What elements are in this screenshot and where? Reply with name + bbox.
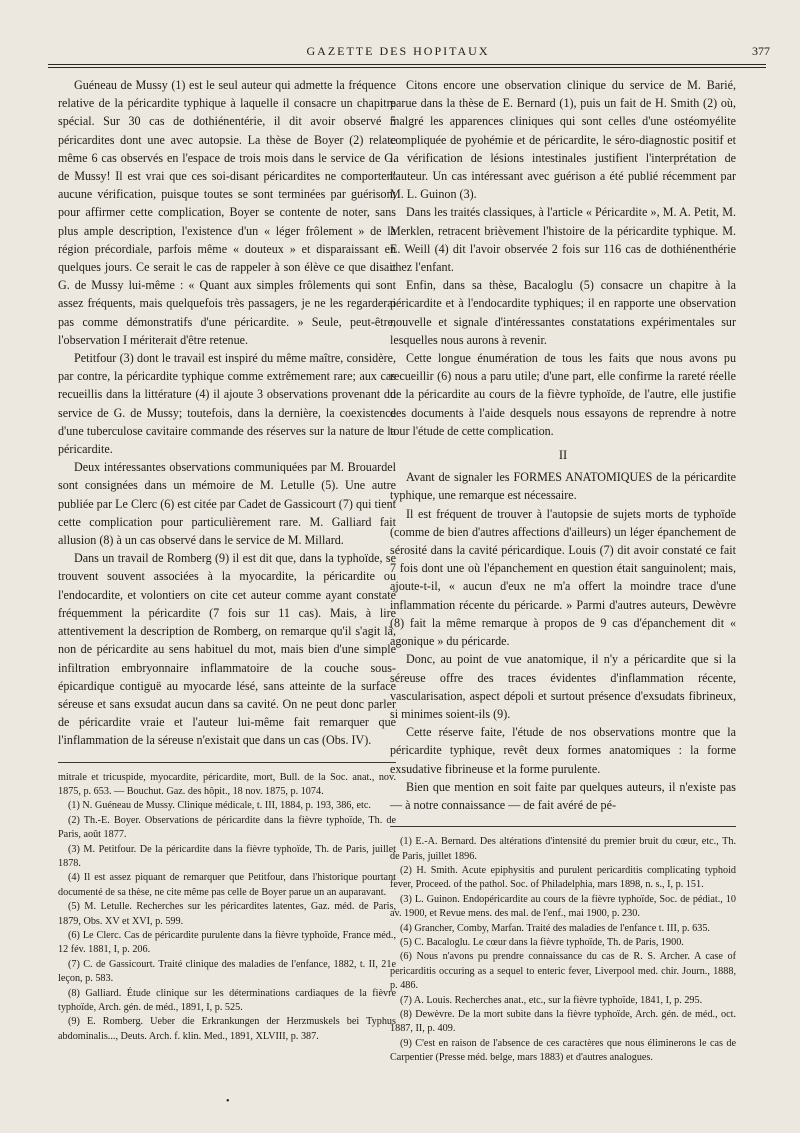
footnote: (7) A. Louis. Recherches anat., etc., sur la fièvre typhoïde, 1841, I, p. 295. [400, 994, 703, 1006]
footnote: (2) H. Smith. Acute epiphysitis and purulent pericarditis complicating typhoid fever, Proceed. of the pathol. Soc. of Philadelphia, mars 1898, n. s., I, p. 151. [390, 864, 736, 891]
paragraph: Cette longue énumération de tous les faits que nous avons pu recueillir (6) nous a paru utile; d'une part, elle confirme la rareté réelle de la péricardite au cours de la fièvre typhoïde, de l'autre, elle justifie des documents à l'aide desquels nous essayons de reprendre à notre tour l'étude de cette complication. [390, 351, 736, 438]
footnote: mitrale et tricuspide, myocardite, péricardite, mort, Bull. de la Soc. anat., nov. 1875, p. 653. — Bouchut. Gaz. des hôpit., 18 nov. 1875, p. 1074. [58, 771, 396, 797]
footnote: (8) Dewèvre. De la mort subite dans la fièvre typhoïde, Arch. gén. de méd., oct. 1887, II, p. 409. [390, 1009, 736, 1035]
paragraph: Guéneau de Mussy (1) est le seul auteur qui admette la fréquence relative de la péricardite typhique à laquelle il consacre un chapitre spécial. Sur 30 cas de dothiénentérie, il dit avoir observé 5 péricardites dont une avec autopsie. La thèse de Boyer (2) relate même 6 cas observés en l'espace de trois mois dans le service de G. de Mussy! Il est vrai que ces soi-disant péricardites ne comportent aucune vérification, puisque toutes se sont terminées par guérison; pour affirmer cette complication, Boyer se contente de noter, sans plus ample description, l'existence d'un « léger frôlement » de la région précordiale, parfois même « douteux » et disparaissant en quelques jours. Ce serait le cas de rappeler à son élève ce que disait G. de Mussy lui-même : « Quant aux simples frôlements qui sont assez fréquents, mais quelquefois très passagers, je ne les regarderai pas comme démonstratifs d'une péricardite. » Seule, peut-être, l'observation I mériterait d'être retenue. [58, 78, 396, 347]
paragraph: Citons encore une observation clinique du service de M. Barié, parue dans la thèse de E. Bernard (1), puis un fait de H. Smith (2) où, malgré les apparences cliniques qui sont celles d'une ostéomyélite compliquée de pyohémie et de péricardite, le séro-diagnostic positif et la vérification de lésions intestinales justifient l'interprétation de l'auteur. Un cas intéressant avec guérison a été publié récemment par M. L. Guinon (3). [390, 78, 736, 202]
footnote: (6) Le Clerc. Cas de péricardite purulente dans la fièvre typhoïde, France méd., 12 fév. 1881, I, p. 206. [58, 929, 396, 956]
footnote: (1) N. Guéneau de Mussy. Clinique médicale, t. III, 1884, p. 193, 386, etc. [68, 800, 371, 812]
footnote: (9) E. Romberg. Ueber die Erkrankungen der Herzmuskels bei Typhus abdominalis..., Deuts. Arch. f. klin. Med., 1891, XLVIII, p. 387. [58, 1016, 396, 1042]
footnote: (2) Th.-E. Boyer. Observations de péricardite dans la fièvre typhoïde, Th. de Paris, août 1877. [58, 814, 396, 841]
footnote: (3) M. Petitfour. De la péricardite dans la fièvre typhoïde, Th. de Paris, juillet 1878. [58, 843, 396, 869]
footnote: (4) Il est assez piquant de remarquer que Petitfour, dans l'historique pourtant documenté de sa thèse, ne cite même pas celle de Boyer parue un an auparavant. [58, 872, 396, 898]
paragraph: Deux intéressantes observations communiquées par M. Brouardel sont consignées dans un mémoire de M. Letulle (5). Une autre publiée par Le Clerc (6) est citée par Cadet de Gassicourt (7) qui tient cette complication pour particulièrement rare. M. Galliard fait allusion (8) à un cas observé dans le service de M. Millard. [58, 460, 396, 548]
footnote: (5) C. Bacaloglu. Le cœur dans la fièvre typhoïde, Th. de Paris, 1900. [400, 936, 684, 948]
paragraph: Il est fréquent de trouver à l'autopsie de sujets morts de typhoïde (comme de bien d'autres affections d'ailleurs) un léger épanchement de sérosité dans la cavité péricardique. Louis (7) dit avoir constaté ce fait 7 fois dont une où l'épanchement en question était sanguinolent; mais, ajoute-t-il, « aucun d'eux ne m'a offert la moindre trace d'une inflammation récente du péricarde. » Parmi d'autres auteurs, Dewèvre (8) fait la même remarque à propos de 9 cas d'épanchement dit « agonique » du péricarde. [390, 506, 736, 649]
left-column [58, 76, 396, 1044]
paragraph: Cette réserve faite, l'étude de nos observations montre que la péricardite typhique, revêt deux formes anatomiques : la forme exsudative fibrineuse et la forme purulente. [390, 725, 736, 776]
footnotes-left [58, 771, 396, 1045]
header-rule [48, 64, 766, 68]
paragraph: Bien que mention en soit faite par quelques auteurs, il n'existe pas — à notre connaissance — de fait avéré de pé- [390, 779, 736, 812]
footnote-rule [390, 826, 736, 827]
running-title: GAZETTE DES HOPITAUX [306, 44, 490, 58]
footnote-rule [58, 762, 396, 763]
page-number: 377 [752, 44, 770, 58]
paragraph: Enfin, dans sa thèse, Bacaloglu (5) consacre un chapitre à la péricardite et à l'endocardite typhiques; il en rapporte une observation nouvelle et signale d'intéressantes constatations expérimentales sur lesquelles nous aurons à revenir. [390, 278, 736, 347]
footnote: (1) E.-A. Bernard. Des altérations d'intensité du premier bruit du cœur, etc., Th. de Paris, juillet 1896. [390, 836, 736, 862]
footnote: (7) C. de Gassicourt. Traité clinique des maladies de l'enfance, 1882, t. II, 21e leçon, p. 583. [58, 958, 396, 985]
paragraph: Petitfour (3) dont le travail est inspiré du même maître, considère, par contre, la péricardite typhique comme extrêmement rare; aux cas recueillis dans la littérature (4) il ajoute 3 observations provenant du service de G. de Mussy; toutefois, dans la dernière, la coexistence d'une tuberculose cavitaire commande des réserves sur la nature de la péricardite. [58, 351, 396, 457]
right-column [390, 76, 736, 1066]
footnote: (9) C'est en raison de l'absence de ces caractères que nous éliminerons le cas de Carpentier (Presse méd. belge, mars 1883) et d'autres analogues. [390, 1037, 736, 1064]
paragraph: Donc, au point de vue anatomique, il n'y a péricardite que si la séreuse offre des traces évidentes d'inflammation récente, vascularisation, aspect dépoli et surtout présence d'exsudats fibrineux, si minimes soient-ils (9). [390, 652, 736, 721]
footnote: (6) Nous n'avons pu prendre connaissance du cas de R. S. Archer. A case of pericarditis occuring as a sequel to enteric fever, Liverpool med. chir. Journ., 1888, p. 486. [390, 951, 736, 992]
paragraph: Dans les traités classiques, à l'article « Péricardite », M. A. Petit, M. Merklen, retracent brièvement l'histoire de la péricardite typhique. M. E. Weill (4) dit l'avoir observée 2 fois sur 116 cas de dothiénenthérie chez l'enfant. [390, 205, 736, 275]
footnote: (5) M. Letulle. Recherches sur les péricardites latentes, Gaz. méd. de Paris, 1879, Obs. XV et XVI, p. 599. [58, 901, 396, 927]
footnote: (8) Galliard. Étude clinique sur les déterminations cardiaques de la fièvre typhoïde, Arch. gén. de méd., 1891, I, p. 525. [58, 987, 396, 1014]
page-dot-mark: • [226, 1096, 230, 1107]
paragraph: Avant de signaler les FORMES ANATOMIQUES de la péricardite typhique, une remarque est nécessaire. [390, 470, 736, 503]
footnotes-right [390, 835, 736, 1066]
footnote: (3) L. Guinon. Endopéricardite au cours de la fièvre typhoïde, Soc. de pédiat., 10 av. 1900, et Revue mens. des mal. de l'enf., mai 1900, p. 230. [390, 893, 736, 920]
paragraph: Dans un travail de Romberg (9) il est dit que, dans la typhoïde, se trouvent souvent associées à la myocardite, la péricardite ou l'endocardite, et volontiers on cite cet auteur comme ayant constaté fréquemment la péricardite (7 fois sur 11 cas). Mais, à lire attentivement la description de Romberg, on remarque qu'il s'agit là, non de péricardite au sens habituel du mot, mais bien d'une simple infiltration embryonnaire inflammatoire de la couche sous-épicardique contiguë au myocarde lésé, sans atteinte de la surface séreuse et sans exsudat aucun dans sa cavité. On ne peut donc parler de péricardite vraie et l'auteur lui-même fait remarquer que l'inflammation de la séreuse n'existait que dans un cas (Obs. IV). [58, 551, 396, 748]
section-heading: II [558, 448, 568, 463]
footnote: (4) Grancher, Comby, Marfan. Traité des maladies de l'enfance t. III, p. 635. [400, 922, 710, 934]
